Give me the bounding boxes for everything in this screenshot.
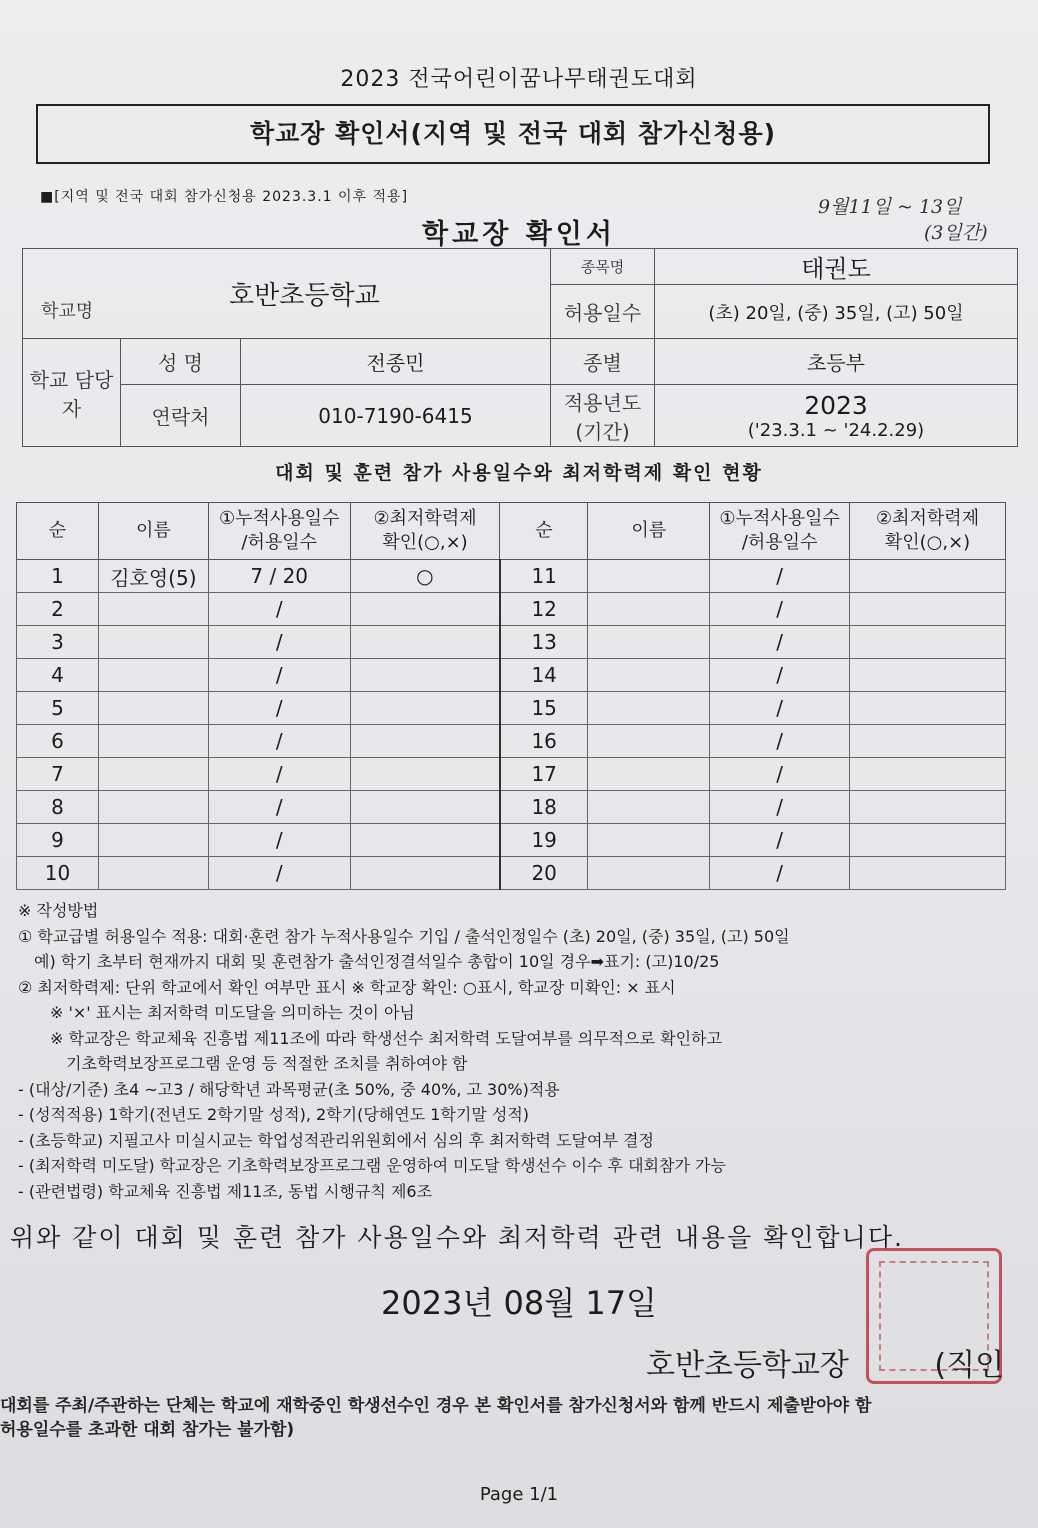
instruction-line: ※ 학교장은 학교체육 진흥법 제11조에 따라 학생선수 최저학력 도달여부를 의무적으로 확인하고: [18, 1028, 722, 1048]
row-days: /: [208, 758, 350, 791]
row-check: [350, 593, 500, 626]
contact-value: 010-7190-6415: [241, 385, 551, 447]
row-name: [98, 824, 208, 857]
col-min: [850, 503, 1006, 560]
table-row: [17, 659, 1006, 692]
table-row: [17, 824, 1006, 857]
school-name-cell: [23, 249, 551, 339]
allowed-days-label: 허용일수: [551, 285, 655, 339]
row-no: 19: [500, 824, 588, 857]
table-row: [17, 725, 1006, 758]
event-title: 2023 전국어린이꿈나무태권도대회: [340, 67, 698, 92]
row-no: 17: [500, 758, 588, 791]
col-days: [710, 503, 850, 560]
name-label: 성 명: [121, 339, 241, 385]
page-number: Page 1/1: [479, 1484, 559, 1505]
row-days: /: [710, 626, 850, 659]
table-row: [17, 626, 1006, 659]
status-title: 대회 및 훈련 참가 사용일수와 최저학력제 확인 현황: [275, 462, 763, 484]
period-value: ('23.3.1 ~ '24.2.29): [747, 419, 925, 441]
table-row: [17, 791, 1006, 824]
row-name: [588, 791, 710, 824]
row-no: 9: [17, 824, 99, 857]
col-name: 이름: [588, 503, 710, 560]
row-days: /: [208, 692, 350, 725]
year-value: 2023: [804, 390, 868, 420]
row-no: 13: [500, 626, 588, 659]
issue-date: 2023년 08월 17일: [381, 1284, 657, 1322]
handwritten-dates: 9월11일 ~ 13일: [818, 196, 962, 218]
row-no: 15: [500, 692, 588, 725]
division-value: 초등부: [655, 339, 1018, 385]
row-no: 5: [17, 692, 99, 725]
handwritten-duration: (3일간): [924, 222, 988, 244]
writing-instructions: [18, 898, 1018, 1204]
footer-note: [0, 1394, 871, 1442]
row-days: /: [710, 824, 850, 857]
row-no: 14: [500, 659, 588, 692]
table-header-row: [17, 503, 1006, 560]
row-check: [850, 857, 1006, 890]
col-min-line1: ②최저학력제: [876, 508, 980, 529]
row-name: [588, 626, 710, 659]
row-days: /: [208, 593, 350, 626]
instruction-line: ※ '×' 표시는 최저학력 미도달을 의미하는 것이 아님: [18, 1003, 415, 1022]
school-name-label: 학교명: [41, 301, 94, 322]
row-name: 김호영(5): [98, 560, 208, 593]
row-no: 2: [17, 593, 99, 626]
school-name: 호반초등학교: [229, 281, 380, 311]
row-no: 20: [500, 857, 588, 890]
row-check: [350, 758, 500, 791]
col-days-line1: ①누적사용일수: [218, 508, 340, 529]
row-days: /: [710, 560, 850, 593]
sport-value: 태권도: [655, 249, 1018, 285]
table-row: [17, 692, 1006, 725]
footer-line: 허용일수를 초과한 대회 참가는 불가함): [0, 1420, 295, 1440]
instruction-line: ① 학교급별 허용일수 적용: 대회·훈련 참가 누적사용일수 기입 / 출석인정일수 (초) 20일, (중) 35일, (고) 50일: [18, 926, 790, 946]
confirmation-statement: 위와 같이 대회 및 훈련 참가 사용일수와 최저학력 관련 내용을 확인합니다.: [10, 1223, 904, 1252]
row-check: [850, 824, 1006, 857]
instruction-line: - (성적적용) 1학기(전년도 2학기말 성적), 2학기(당해연도 1학기말 성적): [18, 1105, 530, 1124]
row-days: /: [710, 659, 850, 692]
row-no: 18: [500, 791, 588, 824]
col-min-line2: 확인(○,×): [884, 532, 971, 553]
row-check: [350, 857, 500, 890]
row-name: [588, 758, 710, 791]
row-name: [588, 593, 710, 626]
year-label: 적용년도 (기간): [551, 385, 655, 447]
instruction-line: - (관련법령) 학교체육 진흥법 제11조, 동법 시행규칙 제6조: [18, 1181, 433, 1201]
row-name: [98, 725, 208, 758]
row-check: [850, 791, 1006, 824]
row-no: 4: [17, 659, 99, 692]
allowed-days-value: (초) 20일, (중) 35일, (고) 50일: [655, 285, 1018, 339]
row-days: /: [208, 857, 350, 890]
row-check: [350, 791, 500, 824]
row-days: /: [208, 791, 350, 824]
row-no: 1: [17, 560, 99, 593]
row-name: [98, 659, 208, 692]
row-name: [588, 824, 710, 857]
row-days: /: [208, 824, 350, 857]
principal-title: 호반초등학교장: [646, 1348, 849, 1383]
instruction-line: 기초학력보장프로그램 운영 등 적절한 조치를 취하여야 함: [18, 1054, 468, 1073]
row-no: 10: [17, 857, 99, 890]
seal-mark: (직인: [934, 1348, 1005, 1383]
row-days: /: [710, 857, 850, 890]
row-check: [850, 725, 1006, 758]
row-name: [98, 758, 208, 791]
instruction-line: - (초등학교) 지필고사 미실시교는 학업성적관리위원회에서 심의 후 최저학력 도달여부 결정: [18, 1130, 654, 1150]
row-days: 7 / 20: [208, 560, 350, 593]
table-row: [17, 857, 1006, 890]
row-days: /: [710, 758, 850, 791]
row-no: 3: [17, 626, 99, 659]
manager-label: 학교 담당자: [23, 339, 121, 447]
row-check: [850, 692, 1006, 725]
row-name: [588, 725, 710, 758]
col-min-line2: 확인(○,×): [382, 532, 468, 553]
row-name: [588, 857, 710, 890]
instruction-line: ② 최저학력제: 단위 학교에서 확인 여부만 표시 ※ 학교장 확인: ○표시, 학교장 미확인: × 표시: [18, 977, 676, 997]
table-row: [17, 758, 1006, 791]
division-label: 종별: [551, 339, 655, 385]
row-check: [850, 626, 1006, 659]
col-days-line1: ①누적사용일수: [719, 508, 840, 529]
applicability-note: ■[지역 및 전국 대회 참가신청용 2023.3.1 이후 적용]: [40, 189, 409, 205]
row-name: [98, 857, 208, 890]
year-cell: [655, 385, 1018, 447]
footer-line: 대회를 주최/주관하는 단체는 학교에 재학중인 학생선수인 경우 본 확인서를 참가신청서와 함께 반드시 제출받아야 함: [0, 1396, 872, 1416]
col-name: 이름: [98, 503, 208, 560]
row-name: [98, 593, 208, 626]
document-title: 학교장 확인서: [422, 219, 616, 250]
col-days-line2: /허용일수: [241, 532, 318, 553]
instruction-line: - (최저학력 미도달) 학교장은 기초학력보장프로그램 운영하여 미도달 학생선수 이수 후 대회참가 가능: [18, 1156, 726, 1175]
row-check: [350, 824, 500, 857]
row-check: [850, 758, 1006, 791]
col-no: 순: [500, 503, 588, 560]
row-check: [350, 659, 500, 692]
col-min-line1: ②최저학력제: [373, 508, 477, 529]
usage-table: [16, 502, 1006, 890]
col-min: [350, 503, 500, 560]
row-no: 6: [17, 725, 99, 758]
row-no: 7: [17, 758, 99, 791]
form-title-box: 학교장 확인서(지역 및 전국 대회 참가신청용): [36, 104, 990, 164]
row-check: [850, 593, 1006, 626]
row-days: /: [208, 725, 350, 758]
col-days: [208, 503, 350, 560]
row-name: [98, 692, 208, 725]
manager-name: 전종민: [241, 339, 551, 385]
row-check: [350, 692, 500, 725]
sport-label: 종목명: [551, 249, 655, 285]
instruction-line: ※ 작성방법: [18, 901, 99, 920]
row-no: 12: [500, 593, 588, 626]
row-days: /: [208, 626, 350, 659]
row-no: 11: [500, 560, 588, 593]
row-check: [850, 659, 1006, 692]
row-name: [588, 659, 710, 692]
row-check: [850, 560, 1006, 593]
row-days: /: [710, 593, 850, 626]
row-days: /: [710, 692, 850, 725]
instruction-line: - (대상/기준) 초4 ~고3 / 해당학년 과목평균(초 50%, 중 40%, 고 30%)적용: [18, 1079, 560, 1099]
col-no: 순: [17, 503, 99, 560]
row-days: /: [208, 659, 350, 692]
row-name: [98, 791, 208, 824]
row-check: [350, 626, 500, 659]
row-no: 8: [17, 791, 99, 824]
contact-label: 연락처: [121, 385, 241, 447]
row-check: [350, 725, 500, 758]
row-check: ○: [350, 560, 500, 593]
row-days: /: [710, 725, 850, 758]
table-row: [17, 560, 1006, 593]
col-days-line2: /허용일수: [741, 532, 818, 553]
row-days: /: [710, 791, 850, 824]
instruction-line: 예) 학기 초부터 현재까지 대회 및 훈련참가 출석인정결석일수 총합이 10일 경우➡표기: (고)10/25: [18, 952, 720, 971]
row-name: [98, 626, 208, 659]
table-row: [17, 593, 1006, 626]
row-no: 16: [500, 725, 588, 758]
principal-signature: [646, 1340, 1004, 1384]
row-name: [588, 692, 710, 725]
row-name: [588, 560, 710, 593]
school-info-table: [22, 248, 1018, 447]
